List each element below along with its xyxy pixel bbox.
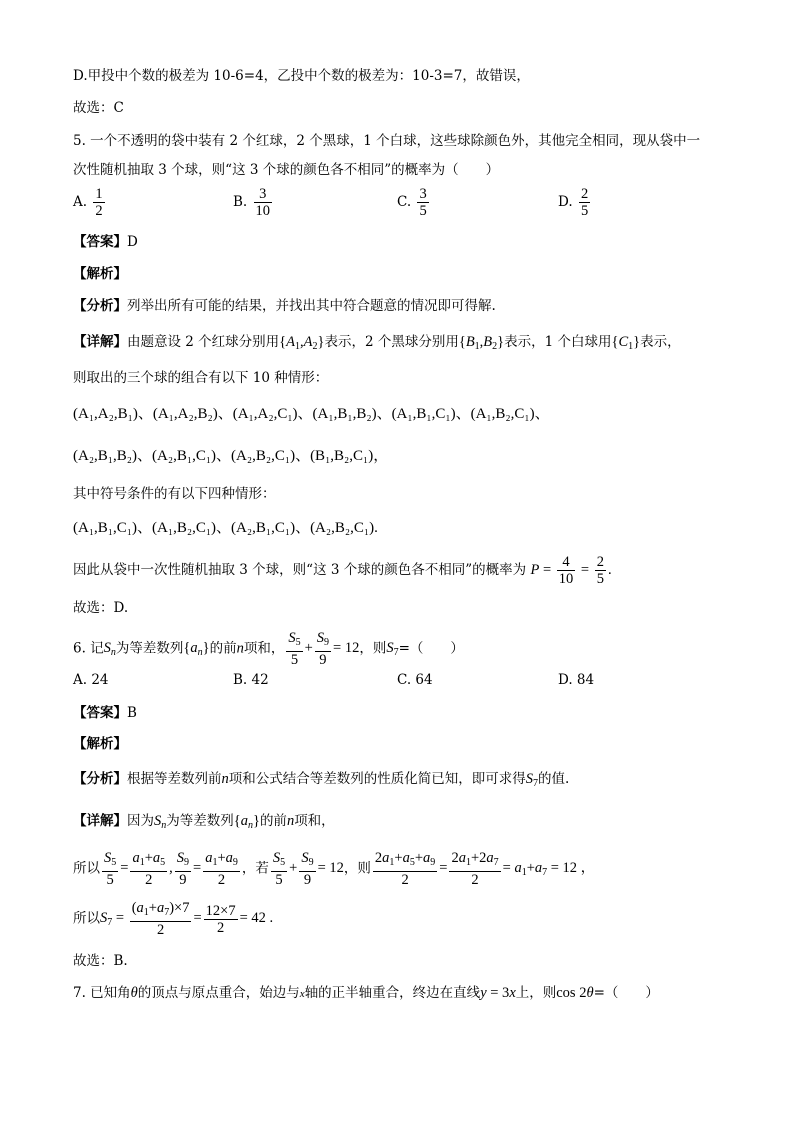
- q6-detail-line2: 所以 $\frac{S_5}{5}$ = $\frac{a_1+a_5}{2}$ , $\frac{S_9}{9}$ = $\frac{a_1+a_9}{2}$ ，若 $\frac{S_5}{5}$ + $\frac{S_9}{9}$ = 12，则 $\frac{2a_1+a_5+a_9}{2}$ = $\frac{2a_1+2a_7}{2}$ = $a_1+a_7 = 12$ ，: [73, 850, 596, 888]
- q5-detail-line3: 其中符号条件的有以下四种情形：: [73, 486, 276, 502]
- q5-combos-row2: (A₂,B₁,B₂)、(A₂,B₁,C₁)、(A₂,B₂,C₁)、(B₁,B₂,C₁)，: [73, 448, 389, 464]
- q6-fenxi: 【分析】根据等差数列前n项和公式结合等差数列的性质化简已知，即可求得$S_7$的值.: [73, 771, 570, 789]
- q5-stem-line1: 5. 一个不透明的袋中装有 2 个红球，2 个黑球，1 个白球，这些球除颜色外，其他完全相同，现从袋中一: [73, 133, 701, 149]
- q7-stem: 7. 已知角θ的顶点与原点重合，始边与x轴的正半轴重合，终边在直线y = 3x上，则cos 2θ=（ ）: [73, 985, 659, 1001]
- q5-detail-line1: 【详解】由题意设 2 个红球分别用$\{A_1,A_2\}$表示，2 个黑球分别用$\{B_1,B_2\}$表示，1 个白球用$\{C_1\}$表示，: [73, 334, 681, 352]
- q5-stem-line2: 次性随机抽取 3 个球，则“这 3 个球的颜色各不相同”的概率为（ ）: [73, 162, 500, 178]
- q6-option-b: B. 42: [233, 672, 269, 688]
- q6-option-d: D. 84: [558, 672, 595, 688]
- q4-choose: 故选：C: [73, 100, 124, 116]
- q5-fenxi: 【分析】列举出所有可能的结果，并找出其中符合题意的情况即可得解.: [73, 298, 496, 314]
- q6-option-c: C. 64: [397, 672, 433, 688]
- q5-answer: 【答案】D: [73, 234, 138, 250]
- q5-detail-line2: 则取出的三个球的组合有以下 10 种情形：: [73, 370, 329, 386]
- q5-detail-line4: 因此从袋中一次性随机抽取 3 个球，则“这 3 个球的颜色各不相同”的概率为 P = $\frac{4}{10}$ = $\frac{2}{5}$ .: [73, 554, 612, 587]
- q5-option-d: D. $\frac{2}{5}$: [558, 186, 589, 219]
- q5-combos-row1: (A₁,A₂,B₁)、(A₁,A₂,B₂)、(A₁,A₂,C₁)、(A₁,B₁,B₂)、(A₁,B₁,C₁)、(A₁,B₂,C₁)、: [73, 406, 550, 422]
- q6-stem: 6. 记$S_n$为等差数列$\{a_n\}$的前n项和， $\frac{S_5}{5}$ + $\frac{S_9}{9}$ = 12，则$S_7=$（ ）: [73, 630, 464, 668]
- q6-option-a: A. 24: [73, 672, 109, 688]
- q5-option-c: C. $\frac{3}{5}$: [397, 186, 427, 219]
- q5-choose: 故选：D.: [73, 600, 129, 616]
- q6-detail-line1: 【详解】因为$S_n$为等差数列$\{a_n\}$的前n项和，: [73, 813, 335, 831]
- q5-analysis-heading: 【解析】: [73, 266, 127, 282]
- q5-combos-row3: (A₁,B₁,C₁)、(A₁,B₂,C₁)、(A₂,B₁,C₁)、(A₂,B₂,C₁).: [73, 520, 378, 536]
- q5-option-a: A. $\frac{1}{2}$: [73, 186, 103, 219]
- q6-analysis-heading: 【解析】: [73, 736, 127, 752]
- q4-option-d-explanation: D.甲投中个数的极差为 10-6=4，乙投中个数的极差为：10-3=7，故错误，: [73, 68, 530, 84]
- q6-detail-line3: 所以$S_7$ = $\frac{(a_1+a_7)\times 7}{2}$ = $\frac{12\times 7}{2}$ = 42 .: [73, 900, 274, 938]
- q6-choose: 故选：B.: [73, 953, 128, 969]
- q5-option-b: B. $\frac{3}{10}$: [233, 186, 271, 219]
- q6-answer: 【答案】B: [73, 705, 137, 721]
